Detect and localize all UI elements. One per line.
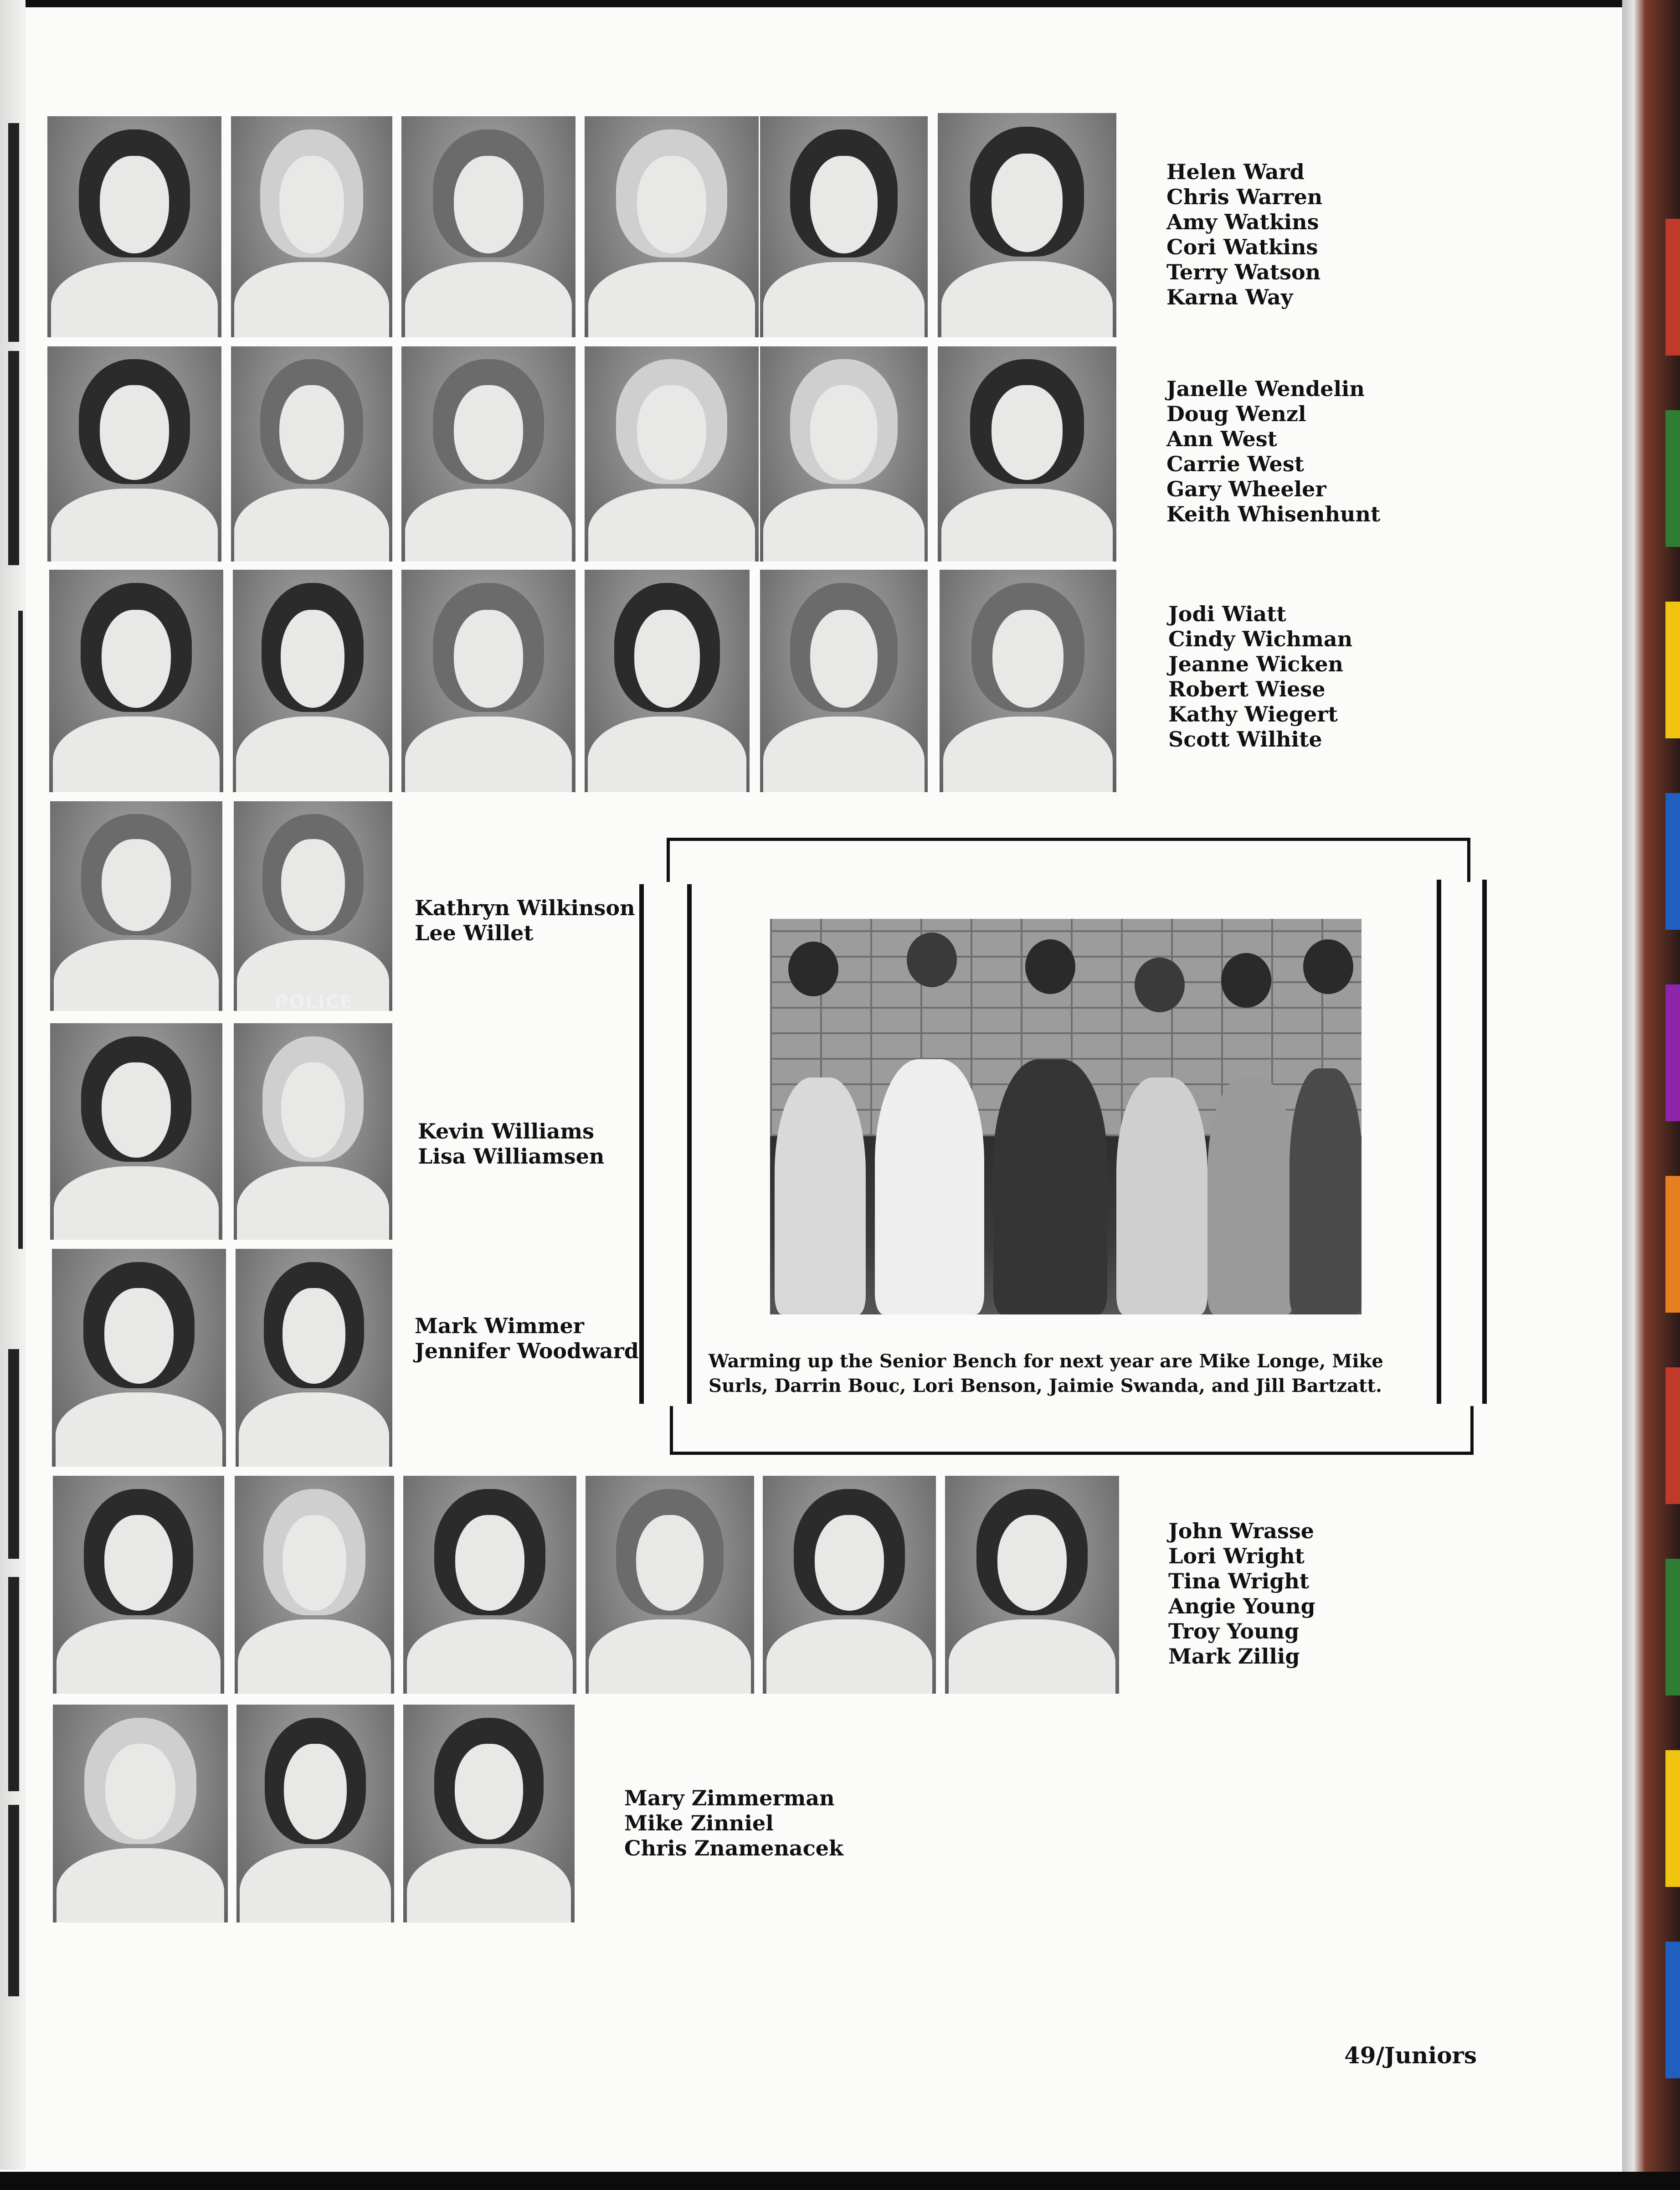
student-name: Gary Wheeler <box>1166 477 1326 501</box>
portrait-row3-4 <box>585 570 750 792</box>
student-name: Doug Wenzl <box>1166 402 1306 426</box>
section-tab <box>1665 602 1680 738</box>
feature-bar-right-inner <box>1437 880 1441 1404</box>
portrait-row2-3 <box>401 346 575 562</box>
student-name: Robert Wiese <box>1168 677 1326 701</box>
portrait-row1-2 <box>231 116 392 337</box>
student-name: Jodi Wiatt <box>1168 602 1286 626</box>
portrait-row2-5 <box>760 346 928 562</box>
student-name: Lisa Williamsen <box>418 1144 605 1169</box>
binding-mark <box>8 1349 19 1559</box>
feature-bar-left-inner <box>687 884 692 1404</box>
senior-bench-group-photo <box>770 919 1361 1314</box>
police-shirt-text: POLICE <box>275 992 354 1011</box>
section-tab <box>1665 1176 1680 1313</box>
portrait-row1-1 <box>47 116 221 337</box>
portrait-row2-2 <box>231 346 392 562</box>
section-tab <box>1665 984 1680 1121</box>
feature-frame-bottom <box>670 1406 1474 1455</box>
feature-bar-right-outer <box>1482 880 1487 1404</box>
portrait-row1-6 <box>938 113 1116 337</box>
student-name: Cindy Wichman <box>1168 627 1353 651</box>
left-binding <box>0 0 26 2169</box>
portrait-row7-5 <box>763 1476 936 1694</box>
portrait-row3-6 <box>940 570 1116 792</box>
section-tab <box>1665 1559 1680 1695</box>
student-name: John Wrasse <box>1168 1519 1315 1543</box>
student-name: Keith Whisenhunt <box>1166 502 1381 526</box>
student-name: Ann West <box>1166 427 1277 451</box>
feature-bar-left-outer <box>639 884 644 1404</box>
student-name: Kevin Williams <box>418 1119 595 1144</box>
portrait-row6-1 <box>52 1249 226 1467</box>
portrait-row8-3 <box>403 1705 575 1922</box>
portrait-row1-5 <box>760 116 928 337</box>
student-name: Jeanne Wicken <box>1168 652 1343 676</box>
names-row5 <box>418 1119 604 1169</box>
portrait-row7-4 <box>586 1476 754 1694</box>
student-name: Cori Watkins <box>1166 235 1318 259</box>
names-row4 <box>415 896 635 946</box>
portrait-row4-1 <box>50 801 222 1011</box>
student-name: Tina Wright <box>1168 1569 1310 1593</box>
portrait-row7-2 <box>235 1476 394 1694</box>
portrait-row3-5 <box>760 570 928 792</box>
student-name: Amy Watkins <box>1166 210 1319 234</box>
section-tab <box>1665 1367 1680 1504</box>
portrait-row1-4 <box>585 116 759 337</box>
student-name: Chris Znamenacek <box>624 1836 843 1860</box>
student-name: Kathryn Wilkinson <box>415 896 635 920</box>
names-row7 <box>1168 1519 1315 1669</box>
student-name: Lee Willet <box>415 921 534 945</box>
binding-mark <box>8 1805 19 1996</box>
section-tab <box>1665 219 1680 356</box>
portrait-row8-2 <box>236 1705 394 1922</box>
portrait-row7-6 <box>945 1476 1119 1694</box>
page-folio: 49/Juniors <box>1344 2042 1477 2069</box>
student-name: Carrie West <box>1166 452 1304 476</box>
bottom-band <box>0 2172 1680 2190</box>
feature-frame-top <box>667 838 1470 882</box>
portrait-row7-1 <box>53 1476 224 1694</box>
binding-mark <box>8 351 19 565</box>
feature-caption: Warming up the Senior Bench for next year are Mike Longe, Mike Surls, Darrin Bouc, Lori Benson, Jaimie Swanda, and Jill Bartzatt. <box>709 1350 1383 1396</box>
student-name: Mark Wimmer <box>415 1314 585 1338</box>
portrait-row6-2 <box>236 1249 392 1467</box>
names-row8 <box>624 1786 843 1861</box>
portrait-row2-1 <box>47 346 221 562</box>
binding-mark <box>8 123 19 342</box>
section-tab <box>1665 793 1680 930</box>
portrait-row5-2 <box>234 1023 392 1240</box>
section-tab <box>1665 1750 1680 1887</box>
names-row1 <box>1166 160 1322 310</box>
student-name: Helen Ward <box>1166 160 1305 184</box>
student-name: Troy Young <box>1168 1619 1300 1644</box>
names-row6 <box>415 1314 639 1364</box>
student-name: Janelle Wendelin <box>1166 376 1365 401</box>
student-name: Kathy Wiegert <box>1168 702 1338 727</box>
names-row3 <box>1168 602 1352 752</box>
portrait-row3-1 <box>49 570 223 792</box>
portrait-row2-6 <box>938 346 1116 562</box>
binding-mark <box>18 611 23 1249</box>
student-name: Angie Young <box>1168 1594 1315 1618</box>
portrait-row2-4 <box>585 346 759 562</box>
section-tab <box>1665 410 1680 547</box>
student-name: Mark Zillig <box>1168 1644 1300 1669</box>
names-row2 <box>1166 376 1380 527</box>
student-name: Mike Zinniel <box>624 1811 774 1835</box>
student-name: Mary Zimmerman <box>624 1786 835 1810</box>
portrait-row4-2 <box>234 801 392 1011</box>
student-name: Lori Wright <box>1168 1544 1305 1568</box>
student-name: Terry Watson <box>1166 260 1321 284</box>
student-name: Jennifer Woodward <box>415 1339 639 1363</box>
student-name: Karna Way <box>1166 285 1293 309</box>
portrait-row1-3 <box>401 116 575 337</box>
portrait-row7-3 <box>403 1476 576 1694</box>
portrait-row3-3 <box>401 570 575 792</box>
student-name: Scott Wilhite <box>1168 727 1322 752</box>
portrait-row8-1 <box>53 1705 228 1922</box>
portrait-row3-2 <box>233 570 392 792</box>
binding-mark <box>8 1577 19 1791</box>
section-tab <box>1665 1942 1680 2078</box>
student-name: Chris Warren <box>1166 185 1323 209</box>
portrait-row5-1 <box>50 1023 222 1240</box>
